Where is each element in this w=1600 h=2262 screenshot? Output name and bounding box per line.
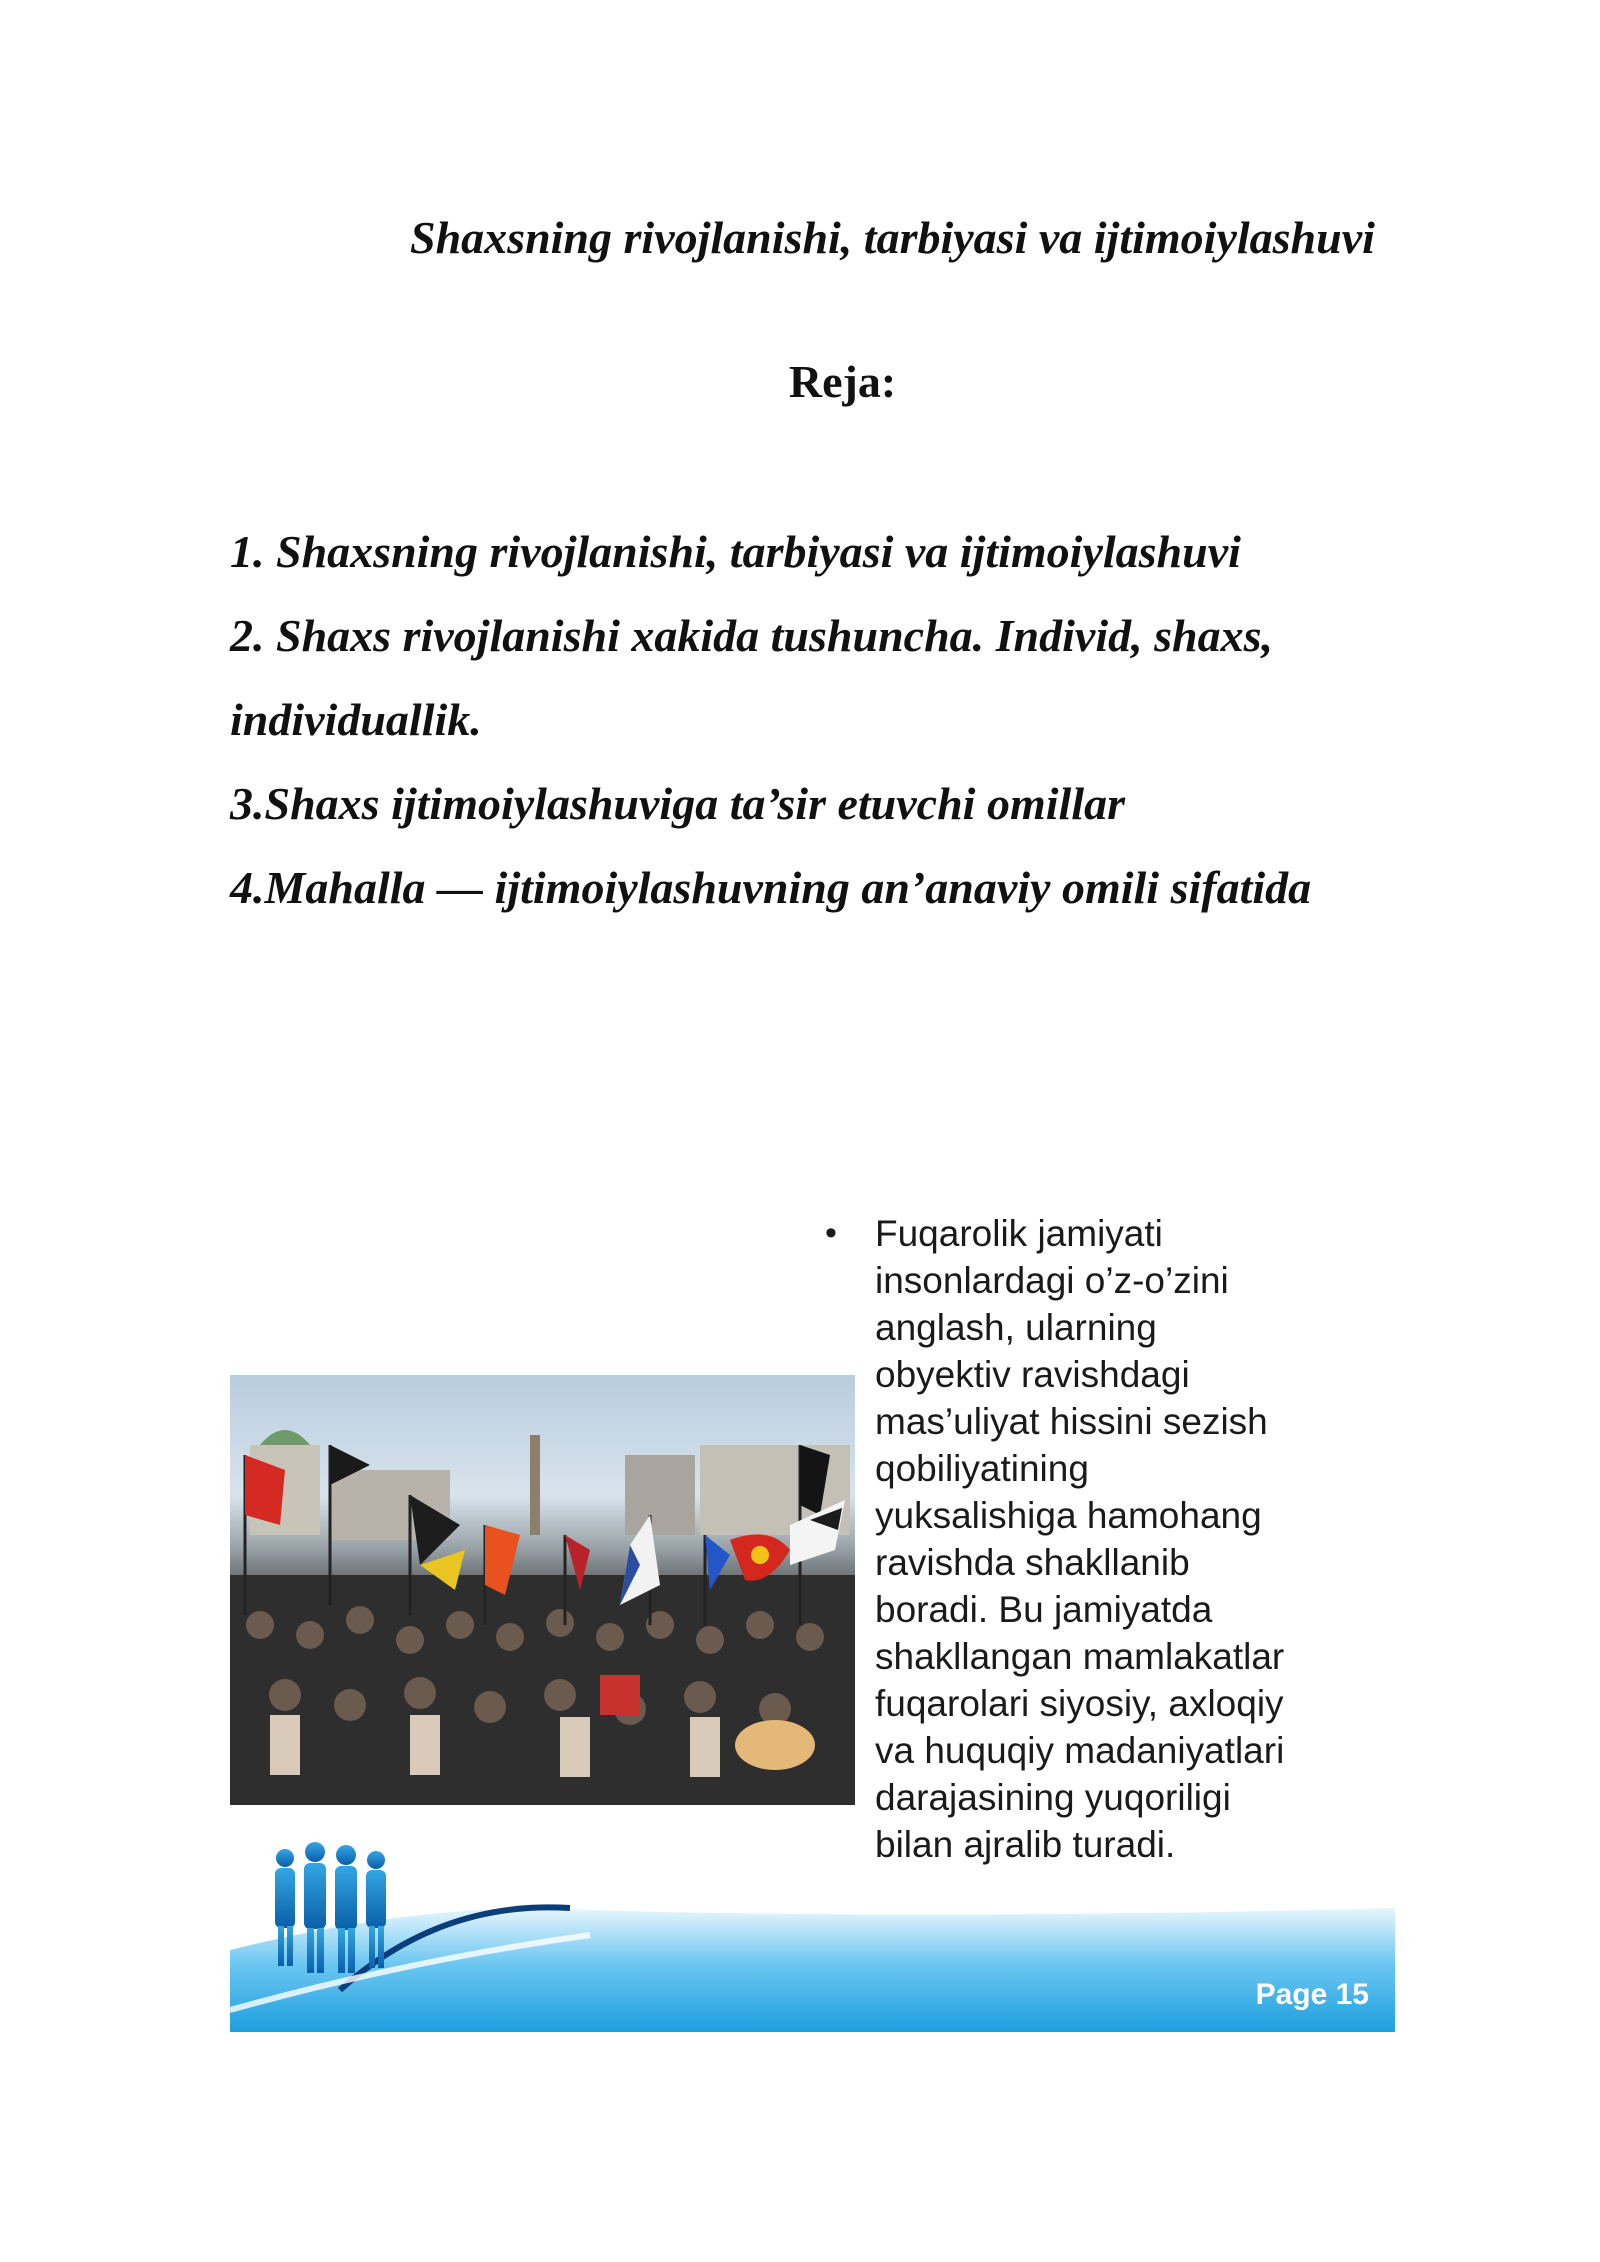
bullet-line: yuksalishiga hamohang bbox=[875, 1495, 1262, 1536]
bullet-icon: • bbox=[825, 1214, 837, 1252]
embedded-slide bbox=[230, 1200, 1395, 2032]
bullet-line: anglash, ularning bbox=[875, 1307, 1157, 1348]
plan-heading: Reja: bbox=[788, 356, 897, 407]
bullet-line: boradi. Bu jamiyatda bbox=[875, 1589, 1213, 1630]
bullet-line: Fuqarolik jamiyati bbox=[875, 1213, 1163, 1254]
bullet-line: qobiliyatining bbox=[875, 1448, 1089, 1489]
bullet-line: insonlardagi o’z-o’zini bbox=[875, 1260, 1229, 1301]
bullet-line: obyektiv ravishdagi bbox=[875, 1354, 1190, 1395]
plan-item-4: 4.Mahalla — ijtimoiylashuvning an’anaviy omili sifatida bbox=[230, 862, 1312, 913]
document-title: Shaxsning rivojlanishi, tarbiyasi va ijtimoiylashuvi bbox=[410, 212, 1375, 263]
bullet-line: ravishda shakllanib bbox=[875, 1542, 1190, 1583]
plan-item-2-continued: individuallik. bbox=[230, 694, 482, 745]
crowd-with-flags-photo bbox=[230, 1375, 855, 1805]
slide-bullet-point bbox=[825, 1210, 1295, 1868]
plan-list bbox=[230, 510, 1430, 930]
plan-item-1: 1. Shaxsning rivojlanishi, tarbiyasi va ijtimoiylashuvi bbox=[230, 526, 1241, 577]
plan-item-3: 3.Shaxs ijtimoiylashuviga ta’sir etuvchi omillar bbox=[230, 778, 1125, 829]
bullet-line: shakllangan mamlakatlar bbox=[875, 1636, 1285, 1677]
bullet-line: mas’uliyat hissini sezish bbox=[875, 1401, 1268, 1442]
bullet-line: darajasining yuqoriligi bbox=[875, 1777, 1231, 1818]
page-number-label: Page 15 bbox=[1255, 1978, 1369, 2011]
slide-footer bbox=[230, 1840, 1395, 2032]
bullet-line: va huquqiy madaniyatlari bbox=[875, 1730, 1285, 1771]
bullet-line: bilan ajralib turadi. bbox=[875, 1824, 1176, 1865]
bullet-line: fuqarolari siyosiy, axloqiy bbox=[875, 1683, 1284, 1724]
people-silhouettes-wave-icon bbox=[230, 1840, 1395, 2032]
plan-item-2: 2. Shaxs rivojlanishi xakida tushuncha. Individ, shaxs, bbox=[230, 610, 1273, 661]
